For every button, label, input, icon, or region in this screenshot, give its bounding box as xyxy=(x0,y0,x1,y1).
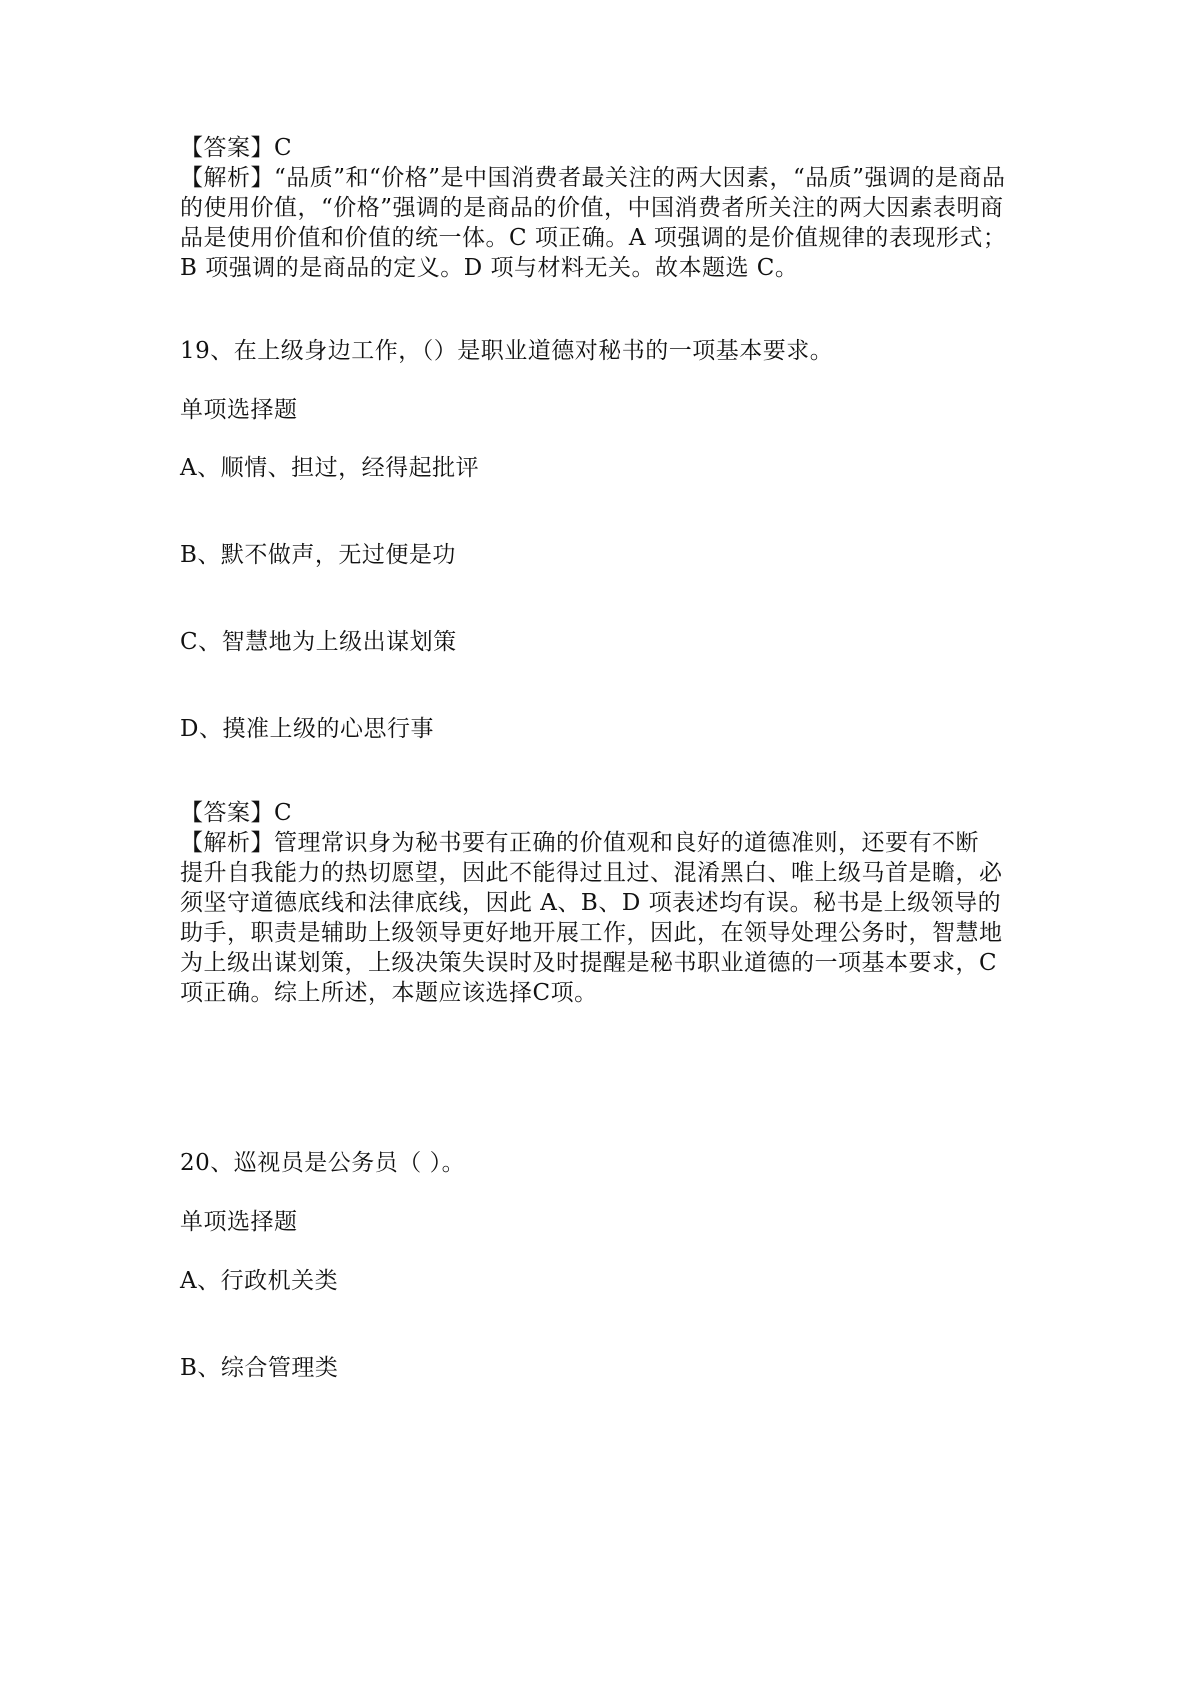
analysis-line: B 项强调的是商品的定义。D 项与材料无关。故本题选 C。 xyxy=(180,255,799,281)
option-b: B、综合管理类 xyxy=(180,1355,339,1381)
option-d: D、摸准上级的心思行事 xyxy=(180,716,434,742)
analysis-line: 须坚守道德底线和法律底线，因此 A、B、D 项表述均有误。秘书是上级领导的 xyxy=(180,890,1002,916)
analysis-line: 【解析】管理常识身为秘书要有正确的价值观和良好的道德准则，还要有不断 xyxy=(180,830,979,856)
analysis-line: 为上级出谋划策，上级决策失误时及时提醒是秘书职业道德的一项基本要求，C xyxy=(180,950,998,976)
question-type: 单项选择题 xyxy=(180,397,298,423)
analysis-line: 项正确。综上所述，本题应该选择C项。 xyxy=(180,980,598,1006)
analysis-line: 的使用价值，“价格”强调的是商品的价值，中国消费者所关注的两大因素表明商 xyxy=(180,195,1004,221)
answer-label: 【答案】C xyxy=(180,135,293,161)
option-b: B、默不做声，无过便是功 xyxy=(180,542,456,568)
analysis-line: 【解析】“品质”和“价格”是中国消费者最关注的两大因素，“品质”强调的是商品 xyxy=(180,165,1006,191)
analysis-line: 提升自我能力的热切愿望，因此不能得过且过、混淆黑白、唯上级马首是瞻，必 xyxy=(180,860,1003,886)
answer-label: 【答案】C xyxy=(180,800,293,826)
analysis-line: 助手，职责是辅助上级领导更好地开展工作，因此，在领导处理公务时，智慧地 xyxy=(180,920,1003,946)
analysis-line: 品是使用价值和价值的统一体。C 项正确。A 项强调的是价值规律的表现形式； xyxy=(180,225,1007,251)
question-type: 单项选择题 xyxy=(180,1209,298,1235)
option-c: C、智慧地为上级出谋划策 xyxy=(180,629,457,655)
option-a: A、行政机关类 xyxy=(180,1268,339,1294)
question-text: 19、在上级身边工作，（）是职业道德对秘书的一项基本要求。 xyxy=(180,338,834,364)
option-a: A、顺情、担过，经得起批评 xyxy=(180,455,480,481)
question-text: 20、巡视员是公务员（ ）。 xyxy=(180,1150,466,1176)
